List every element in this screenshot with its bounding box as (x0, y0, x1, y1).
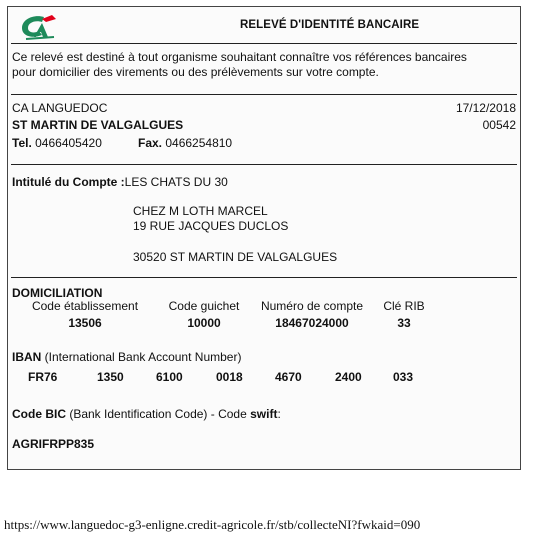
rib-column-value: 18467024000 (275, 316, 349, 330)
rib-column-value: 10000 (187, 316, 221, 330)
fax-label: Fax. (138, 136, 163, 150)
iban-group: 033 (393, 370, 414, 384)
rib-column-value: 33 (397, 316, 411, 330)
rib-column-bank-code (22, 299, 148, 330)
bic-colon: : (277, 407, 281, 421)
document-title: RELEVÉ D'IDENTITÉ BANCAIRE (240, 19, 420, 31)
swift-label: swift (250, 407, 278, 421)
rib-column-value: 13506 (68, 316, 102, 330)
iban-group: FR76 (28, 370, 58, 384)
divider (11, 94, 517, 95)
holder-address-line3: 30520 ST MARTIN DE VALGALGUES (133, 250, 338, 264)
divider (11, 164, 517, 165)
account-label: Intitulé du Compte : (12, 175, 125, 189)
tel-label: Tel. (12, 136, 32, 150)
divider (11, 43, 517, 44)
bic-title (12, 407, 281, 421)
domiciliation-title: DOMICILIATION (12, 286, 103, 300)
rib-column-branch-code (154, 299, 254, 330)
branch-fax (138, 136, 232, 150)
document-date: 17/12/2018 (455, 101, 516, 115)
fax-value: 0466254810 (165, 136, 233, 150)
divider (11, 277, 517, 278)
source-url: https://www.languedoc-g3-enligne.credit-agricole.fr/stb/collecteNI?fwkaid=090 (4, 517, 421, 532)
holder-address-line1: CHEZ M LOTH MARCEL (133, 204, 268, 218)
rib-document (7, 6, 521, 470)
iban-group: 4670 (275, 370, 302, 384)
rib-column-label: Code établissement (31, 299, 139, 313)
account-title-row (12, 175, 228, 189)
holder-address-line2: 19 RUE JACQUES DUCLOS (133, 219, 289, 233)
branch-phone (12, 136, 102, 150)
bic-label: Code BIC (12, 407, 66, 421)
iban-title (12, 350, 241, 364)
tel-value: 0466405420 (35, 136, 102, 150)
branch-city: ST MARTIN DE VALGALGUES (12, 118, 184, 132)
branch-code: 00542 (482, 118, 516, 132)
intro-text-line1: Ce relevé est destiné à tout organisme souhaitant connaître vos références bancaires (12, 50, 467, 64)
account-name: LES CHATS DU 30 (124, 175, 228, 189)
credit-agricole-logo-icon (18, 13, 58, 41)
bic-description: (Bank Identification Code) - Code (66, 407, 251, 421)
branch-name: CA LANGUEDOC (12, 101, 108, 115)
intro-text-line2: pour domicilier des virements ou des prélèvements sur votre compte. (12, 65, 379, 79)
bic-value: AGRIFRPP835 (12, 437, 95, 451)
rib-column-label: Numéro de compte (260, 299, 364, 313)
iban-group: 2400 (335, 370, 362, 384)
iban-group: 0018 (216, 370, 243, 384)
rib-column-label: Code guichet (168, 299, 240, 313)
rib-column-account-number (254, 299, 370, 330)
iban-label: IBAN (12, 350, 42, 364)
iban-group: 6100 (156, 370, 183, 384)
rib-column-label: Clé RIB (383, 299, 425, 313)
iban-group: 1350 (97, 370, 124, 384)
rib-column-rib-key (372, 299, 436, 330)
iban-description: (International Bank Account Number) (41, 350, 242, 364)
